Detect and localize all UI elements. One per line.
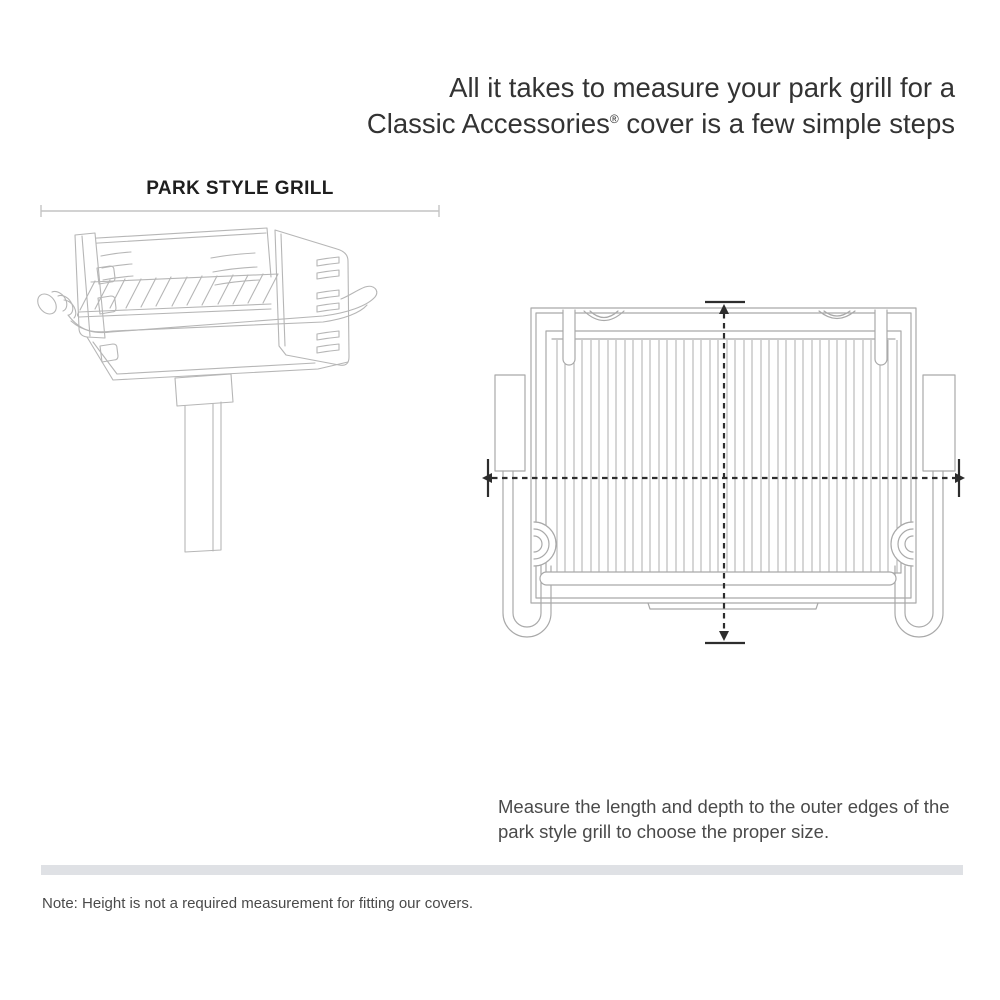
- figure-title: PARK STYLE GRILL: [146, 178, 334, 199]
- brand-name: Classic Accessories: [366, 108, 610, 139]
- grill-diagram-front: [478, 286, 978, 666]
- caption-line2: park style grill to choose the proper size.: [498, 821, 830, 842]
- coil-grip: [35, 290, 76, 318]
- caption-line1: Measure the length and depth to the outer edges of the: [498, 796, 950, 817]
- registered-mark: ®: [609, 111, 619, 126]
- divider-line: [41, 865, 963, 875]
- grill-drawing-perspective: [35, 220, 455, 560]
- pedestal-post: [175, 374, 233, 552]
- measure-caption: [498, 794, 978, 844]
- right-side-panel: [275, 230, 349, 365]
- ruler-ticks: [41, 205, 439, 217]
- ruler-line: [40, 204, 440, 218]
- headline-line1: All it takes to measure your park grill for a: [449, 72, 955, 103]
- headline: [335, 70, 955, 142]
- grate-slats: [556, 340, 898, 573]
- back-panel: [81, 228, 271, 285]
- footer-note: Note: Height is not a required measurement for fitting our covers.: [42, 895, 474, 912]
- headline-line2: [335, 106, 955, 142]
- left-side-panel: [75, 233, 118, 362]
- headline-line2-rest: cover is a few simple steps: [618, 108, 955, 139]
